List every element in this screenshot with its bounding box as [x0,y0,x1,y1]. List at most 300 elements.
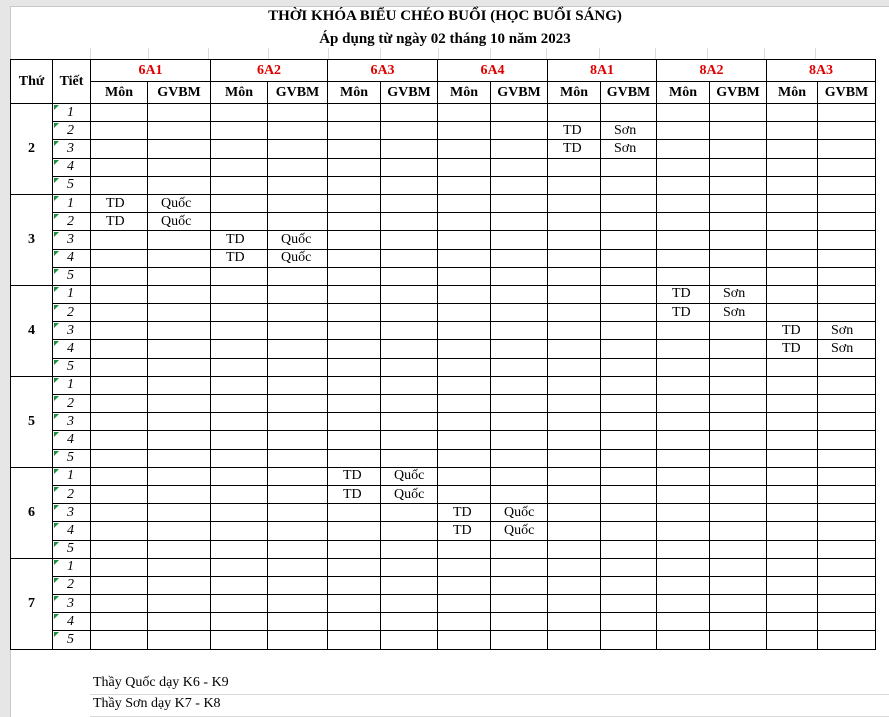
subject-cell[interactable] [548,449,601,467]
teacher-cell[interactable] [491,176,548,194]
subject-cell[interactable] [211,413,268,431]
teacher-cell[interactable] [601,431,657,449]
subject-cell[interactable] [438,158,491,176]
teacher-cell[interactable] [268,504,328,522]
subject-cell[interactable] [767,285,818,303]
subject-cell[interactable] [548,158,601,176]
subject-cell[interactable] [328,595,381,613]
period-cell[interactable]: 4 [53,522,91,540]
teacher-cell[interactable] [148,322,211,340]
teacher-cell[interactable] [710,540,767,558]
teacher-cell[interactable] [710,104,767,122]
teacher-cell[interactable] [601,467,657,485]
teacher-cell[interactable] [491,613,548,631]
subject-cell[interactable] [438,340,491,358]
teacher-cell[interactable] [268,576,328,594]
subject-cell[interactable] [328,176,381,194]
teacher-cell[interactable] [268,540,328,558]
teacher-cell[interactable] [601,231,657,249]
subject-cell[interactable] [657,158,710,176]
teacher-cell[interactable] [818,285,876,303]
teacher-cell[interactable] [818,613,876,631]
subject-cell[interactable] [767,376,818,394]
subject-cell[interactable] [767,249,818,267]
teacher-cell[interactable] [818,176,876,194]
subject-cell[interactable] [211,576,268,594]
subject-cell[interactable] [91,231,148,249]
teacher-cell[interactable] [491,140,548,158]
class-header-6a1[interactable]: 6A1 [91,60,211,82]
subject-cell[interactable] [548,522,601,540]
subject-cell[interactable]: TD [438,522,491,540]
subject-cell[interactable] [767,231,818,249]
period-cell[interactable]: 4 [53,340,91,358]
subject-cell[interactable] [211,158,268,176]
teacher-cell[interactable] [381,176,438,194]
teacher-cell[interactable] [268,340,328,358]
subject-cell[interactable] [767,395,818,413]
teacher-cell[interactable] [601,358,657,376]
subject-cell[interactable] [328,285,381,303]
subject-cell[interactable] [328,140,381,158]
teacher-cell[interactable] [381,540,438,558]
subject-cell[interactable]: TD [767,322,818,340]
teacher-cell[interactable] [381,595,438,613]
subject-cell[interactable] [657,395,710,413]
subject-cell[interactable] [767,158,818,176]
subject-cell[interactable] [91,322,148,340]
subject-cell[interactable] [328,540,381,558]
subject-cell[interactable] [211,376,268,394]
teacher-cell[interactable] [381,449,438,467]
subject-cell[interactable] [767,449,818,467]
subject-cell[interactable] [657,413,710,431]
subject-cell[interactable] [328,413,381,431]
teacher-cell[interactable] [268,140,328,158]
period-cell[interactable]: 3 [53,595,91,613]
subject-cell[interactable] [211,104,268,122]
teacher-cell[interactable] [601,322,657,340]
teacher-cell[interactable] [148,376,211,394]
teacher-cell[interactable] [710,322,767,340]
subject-cell[interactable] [91,176,148,194]
teacher-cell[interactable] [381,376,438,394]
period-cell[interactable]: 1 [53,467,91,485]
subject-cell[interactable] [548,485,601,503]
subject-cell[interactable] [438,194,491,212]
teacher-cell[interactable] [148,613,211,631]
teacher-cell[interactable] [148,485,211,503]
teacher-cell[interactable] [710,249,767,267]
class-header-8a1[interactable]: 8A1 [548,60,657,82]
subject-cell[interactable] [767,540,818,558]
teacher-cell[interactable]: Quốc [381,467,438,485]
subject-cell[interactable] [211,431,268,449]
teacher-cell[interactable] [710,431,767,449]
teacher-cell[interactable] [601,395,657,413]
day-cell[interactable]: 3 [11,194,53,285]
mon-header[interactable]: Môn [657,82,710,104]
period-cell[interactable]: 1 [53,194,91,212]
subject-cell[interactable] [328,194,381,212]
subject-cell[interactable] [767,304,818,322]
day-cell[interactable]: 7 [11,558,53,649]
teacher-cell[interactable] [601,158,657,176]
subject-cell[interactable] [548,576,601,594]
teacher-cell[interactable] [818,522,876,540]
subject-cell[interactable] [328,304,381,322]
teacher-cell[interactable] [818,540,876,558]
teacher-cell[interactable] [818,213,876,231]
subject-cell[interactable] [657,449,710,467]
subject-cell[interactable] [657,613,710,631]
subject-cell[interactable] [438,449,491,467]
mon-header[interactable]: Môn [211,82,268,104]
subject-cell[interactable] [548,340,601,358]
period-cell[interactable]: 5 [53,267,91,285]
teacher-cell[interactable] [601,213,657,231]
subject-cell[interactable] [438,231,491,249]
teacher-cell[interactable] [148,431,211,449]
teacher-cell[interactable] [268,122,328,140]
note-quoc[interactable]: Thầy Quốc dạy K6 - K9 [93,675,229,690]
subject-cell[interactable] [548,504,601,522]
teacher-cell[interactable] [710,595,767,613]
subject-cell[interactable] [548,213,601,231]
subject-cell[interactable] [91,485,148,503]
teacher-cell[interactable] [381,558,438,576]
period-cell[interactable]: 4 [53,431,91,449]
teacher-cell[interactable]: Sơn [601,122,657,140]
subject-cell[interactable] [211,340,268,358]
teacher-cell[interactable] [601,249,657,267]
period-cell[interactable]: 4 [53,613,91,631]
subject-cell[interactable] [548,540,601,558]
teacher-cell[interactable] [491,322,548,340]
subject-cell[interactable]: TD [548,140,601,158]
subject-cell[interactable] [767,358,818,376]
subject-cell[interactable] [328,449,381,467]
subject-cell[interactable] [657,213,710,231]
subject-cell[interactable] [657,467,710,485]
day-cell[interactable]: 6 [11,467,53,558]
teacher-cell[interactable] [148,449,211,467]
teacher-cell[interactable]: Quốc [381,485,438,503]
teacher-cell[interactable] [710,395,767,413]
teacher-cell[interactable] [381,122,438,140]
teacher-cell[interactable] [491,395,548,413]
subject-cell[interactable] [211,467,268,485]
subject-cell[interactable] [657,376,710,394]
subject-cell[interactable] [91,395,148,413]
period-cell[interactable]: 5 [53,358,91,376]
class-header-6a4[interactable]: 6A4 [438,60,548,82]
teacher-cell[interactable] [491,540,548,558]
subject-cell[interactable] [657,249,710,267]
subject-cell[interactable] [767,413,818,431]
subject-cell[interactable] [328,504,381,522]
subject-cell[interactable] [91,285,148,303]
subject-cell[interactable] [328,231,381,249]
teacher-cell[interactable] [268,322,328,340]
subject-cell[interactable] [657,340,710,358]
gvbm-header[interactable]: GVBM [601,82,657,104]
period-cell[interactable]: 3 [53,322,91,340]
teacher-cell[interactable] [710,631,767,649]
teacher-cell[interactable] [381,522,438,540]
subject-cell[interactable] [91,449,148,467]
teacher-cell[interactable] [818,249,876,267]
teacher-cell[interactable] [818,595,876,613]
subject-cell[interactable] [328,249,381,267]
teacher-cell[interactable] [491,485,548,503]
subject-cell[interactable] [657,140,710,158]
teacher-cell[interactable] [601,449,657,467]
teacher-cell[interactable] [148,231,211,249]
teacher-cell[interactable] [268,304,328,322]
subject-cell[interactable] [211,304,268,322]
period-cell[interactable]: 2 [53,122,91,140]
mon-header[interactable]: Môn [91,82,148,104]
subject-cell[interactable] [328,522,381,540]
subject-cell[interactable] [438,140,491,158]
subject-cell[interactable] [211,285,268,303]
teacher-cell[interactable] [268,158,328,176]
teacher-cell[interactable] [381,322,438,340]
teacher-cell[interactable] [818,122,876,140]
teacher-cell[interactable]: Sơn [818,340,876,358]
teacher-cell[interactable] [148,413,211,431]
subject-cell[interactable] [767,140,818,158]
subject-cell[interactable] [211,122,268,140]
period-cell[interactable]: 1 [53,104,91,122]
teacher-cell[interactable] [148,558,211,576]
subject-cell[interactable] [767,558,818,576]
teacher-cell[interactable] [710,576,767,594]
class-header-6a3[interactable]: 6A3 [328,60,438,82]
teacher-cell[interactable] [148,522,211,540]
subject-cell[interactable] [211,595,268,613]
mon-header[interactable]: Môn [438,82,491,104]
teacher-cell[interactable] [268,194,328,212]
teacher-cell[interactable] [381,104,438,122]
subject-cell[interactable] [767,467,818,485]
subject-cell[interactable] [211,540,268,558]
teacher-cell[interactable] [491,576,548,594]
teacher-cell[interactable] [601,176,657,194]
mon-header[interactable]: Môn [767,82,818,104]
teacher-cell[interactable] [381,140,438,158]
teacher-cell[interactable] [601,376,657,394]
subject-cell[interactable] [548,322,601,340]
subject-cell[interactable] [548,176,601,194]
teacher-cell[interactable] [148,595,211,613]
subject-cell[interactable] [91,522,148,540]
subject-cell[interactable] [211,176,268,194]
day-cell[interactable]: 2 [11,104,53,195]
teacher-cell[interactable] [601,522,657,540]
teacher-cell[interactable] [491,340,548,358]
teacher-cell[interactable] [601,558,657,576]
subject-cell[interactable] [91,558,148,576]
subject-cell[interactable] [211,613,268,631]
teacher-cell[interactable] [601,413,657,431]
teacher-cell[interactable] [268,376,328,394]
subject-cell[interactable] [328,613,381,631]
teacher-cell[interactable] [710,504,767,522]
subject-cell[interactable] [438,358,491,376]
teacher-cell[interactable] [491,631,548,649]
gvbm-header[interactable]: GVBM [710,82,767,104]
subject-cell[interactable]: TD [328,467,381,485]
subject-cell[interactable] [438,467,491,485]
teacher-cell[interactable] [491,249,548,267]
teacher-cell[interactable] [148,576,211,594]
teacher-cell[interactable] [148,631,211,649]
period-cell[interactable]: 1 [53,376,91,394]
teacher-cell[interactable] [601,304,657,322]
subject-cell[interactable] [767,522,818,540]
subject-cell[interactable] [211,522,268,540]
subject-cell[interactable] [548,231,601,249]
subject-cell[interactable] [211,267,268,285]
subject-cell[interactable] [328,376,381,394]
teacher-cell[interactable] [818,395,876,413]
teacher-cell[interactable] [381,613,438,631]
teacher-cell[interactable] [710,194,767,212]
period-cell[interactable]: 2 [53,304,91,322]
subject-cell[interactable] [328,395,381,413]
teacher-cell[interactable] [148,285,211,303]
subject-cell[interactable] [211,358,268,376]
teacher-cell[interactable] [491,158,548,176]
subject-cell[interactable] [657,576,710,594]
teacher-cell[interactable] [268,413,328,431]
teacher-cell[interactable] [710,231,767,249]
teacher-cell[interactable] [710,122,767,140]
subject-cell[interactable]: TD [211,249,268,267]
teacher-cell[interactable] [148,122,211,140]
teacher-cell[interactable] [710,358,767,376]
subject-cell[interactable] [548,304,601,322]
period-cell[interactable]: 2 [53,213,91,231]
subject-cell[interactable] [438,485,491,503]
subject-cell[interactable] [91,613,148,631]
subject-cell[interactable] [438,249,491,267]
teacher-cell[interactable] [601,485,657,503]
subject-cell[interactable] [91,540,148,558]
teacher-cell[interactable] [148,249,211,267]
day-cell[interactable]: 5 [11,376,53,467]
teacher-cell[interactable]: Sơn [601,140,657,158]
teacher-cell[interactable] [818,467,876,485]
teacher-cell[interactable] [381,194,438,212]
subject-cell[interactable] [328,558,381,576]
teacher-cell[interactable] [710,140,767,158]
subject-cell[interactable] [91,467,148,485]
subject-cell[interactable] [548,267,601,285]
subject-cell[interactable] [438,576,491,594]
period-cell[interactable]: 1 [53,558,91,576]
teacher-cell[interactable] [491,213,548,231]
subject-cell[interactable] [211,631,268,649]
mon-header[interactable]: Môn [548,82,601,104]
subject-cell[interactable] [91,576,148,594]
period-cell[interactable]: 5 [53,540,91,558]
subject-cell[interactable] [438,267,491,285]
teacher-cell[interactable] [381,631,438,649]
teacher-cell[interactable] [818,194,876,212]
teacher-cell[interactable] [268,431,328,449]
subject-cell[interactable] [657,122,710,140]
teacher-cell[interactable]: Quốc [491,504,548,522]
teacher-cell[interactable] [601,194,657,212]
subject-cell[interactable] [91,376,148,394]
period-cell[interactable]: 5 [53,449,91,467]
teacher-cell[interactable] [148,467,211,485]
teacher-cell[interactable] [601,576,657,594]
teacher-cell[interactable] [491,413,548,431]
teacher-cell[interactable] [268,358,328,376]
subject-cell[interactable] [438,122,491,140]
period-cell[interactable]: 3 [53,140,91,158]
teacher-cell[interactable] [268,285,328,303]
subject-cell[interactable] [657,431,710,449]
subject-cell[interactable] [657,104,710,122]
class-header-8a2[interactable]: 8A2 [657,60,767,82]
subject-cell[interactable] [211,395,268,413]
teacher-cell[interactable] [710,558,767,576]
gvbm-header[interactable]: GVBM [148,82,211,104]
subject-cell[interactable]: TD [91,213,148,231]
subject-cell[interactable] [211,449,268,467]
subject-cell[interactable] [438,395,491,413]
teacher-cell[interactable] [818,158,876,176]
teacher-cell[interactable] [381,231,438,249]
subject-cell[interactable] [438,304,491,322]
teacher-cell[interactable] [710,213,767,231]
teacher-cell[interactable] [268,395,328,413]
gvbm-header[interactable]: GVBM [818,82,876,104]
subject-cell[interactable] [657,231,710,249]
teacher-cell[interactable] [148,267,211,285]
period-cell[interactable]: 2 [53,395,91,413]
subject-cell[interactable] [657,176,710,194]
subject-cell[interactable] [91,358,148,376]
teacher-cell[interactable] [710,485,767,503]
teacher-cell[interactable] [818,104,876,122]
subject-cell[interactable] [548,395,601,413]
teacher-cell[interactable] [268,485,328,503]
teacher-cell[interactable] [268,613,328,631]
subject-cell[interactable] [548,595,601,613]
subject-cell[interactable] [657,358,710,376]
subject-cell[interactable] [657,194,710,212]
subject-cell[interactable] [438,613,491,631]
subject-cell[interactable] [438,431,491,449]
teacher-cell[interactable] [491,376,548,394]
teacher-cell[interactable] [148,176,211,194]
period-cell[interactable]: 3 [53,504,91,522]
period-cell[interactable]: 1 [53,285,91,303]
subject-cell[interactable] [211,194,268,212]
teacher-cell[interactable] [491,194,548,212]
teacher-cell[interactable] [381,504,438,522]
teacher-cell[interactable] [491,285,548,303]
period-cell[interactable]: 2 [53,485,91,503]
subject-cell[interactable]: TD [767,340,818,358]
teacher-cell[interactable] [148,140,211,158]
